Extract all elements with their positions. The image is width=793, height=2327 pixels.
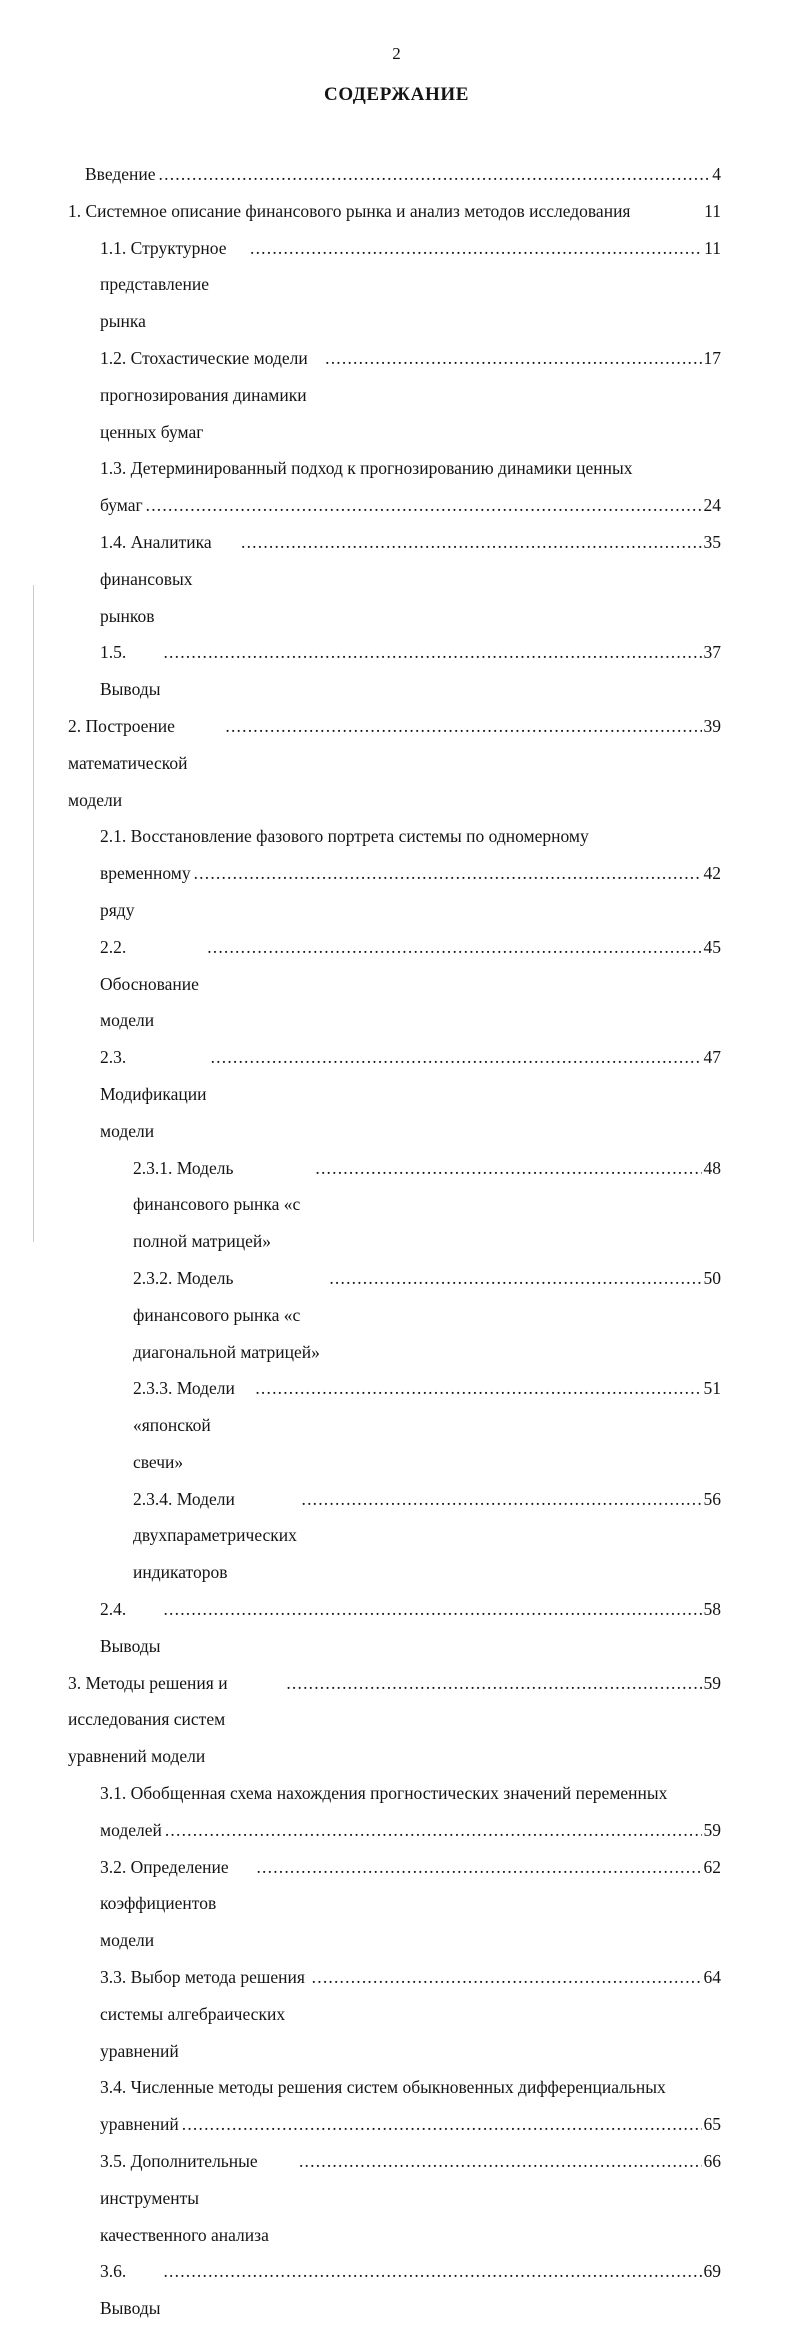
toc-entry [68,450,721,524]
toc-entry [68,1481,721,1591]
toc-page-number: 66 [703,2151,721,2172]
dot-leader [163,634,701,671]
toc-page-number: 11 [704,237,721,258]
toc-entry-text: 3.1. Обобщенная схема нахождения прогностических значений переменных [100,1783,668,1804]
toc-entry-text: 1.1. Структурное представление рынка [100,237,227,332]
toc-entry-text: моделей [100,1819,162,1840]
dot-leader [146,487,702,524]
toc-entry-text: Введение [85,164,156,184]
page-number: 2 [392,44,401,63]
dot-leader [250,230,702,267]
dot-leader [299,2143,702,2180]
toc-page-number: 58 [703,1599,721,1620]
toc-entry-text: 3.3. Выбор метода решения системы алгебраических уравнений [100,1967,305,2061]
toc-entry [68,708,721,818]
toc-entry [68,2253,721,2327]
toc-entry [68,156,721,193]
toc-entry [68,1370,721,1480]
toc-page-number: 56 [703,1488,721,1509]
toc-entry [68,1959,721,2069]
toc-page-number: 24 [703,495,721,516]
scan-edge-artifact [33,585,34,1242]
toc-page-number: 59 [703,1819,721,1840]
toc-entry-text: 2.2. Обоснование модели [100,936,199,1031]
toc-page-number: 51 [703,1378,721,1399]
toc-page-number: 11 [704,200,721,221]
dot-leader [329,1260,701,1297]
toc-entry-text: 2. Построение математической модели [68,715,188,810]
toc-entry-text: 1.5. Выводы [100,642,161,700]
toc-entry [68,1260,721,1370]
toc-page-number: 35 [703,531,721,552]
dot-leader [255,1370,701,1407]
toc-entry-text: 2.3.3. Модели «японской свечи» [133,1378,235,1472]
toc-entry-text: 3.4. Численные методы решения систем обыкновенных дифференциальных [100,2077,666,2098]
toc-page-number: 37 [703,642,721,663]
toc-entry [68,2069,721,2143]
toc-entry-text: 3.5. Дополнительные инструменты качественного анализа [100,2151,269,2245]
toc-entry-text: уравнений [100,2114,179,2135]
dot-leader [207,929,701,966]
toc-entry-text: временному ряду [100,863,191,920]
toc-entry-text: 2.1. Восстановление фазового портрета системы по одномерному [100,826,589,847]
toc-page-number: 50 [703,1267,721,1288]
toc-entry-text: 1.2. Стохастические модели прогнозирования динамики ценных бумаг [100,347,308,442]
toc-page-number: 65 [703,2114,721,2135]
toc-entry [68,524,721,634]
toc-page-number: 62 [703,1856,721,1877]
dot-leader [163,1591,701,1628]
toc-entry [68,634,721,708]
toc-entry [68,1665,721,1775]
dot-leader [241,524,701,561]
toc-entry [68,1039,721,1149]
dot-leader [194,855,702,892]
dot-leader [165,1812,702,1849]
toc-page-number: 39 [703,715,721,736]
toc-page-number: 69 [703,2261,721,2282]
toc-page-number: 59 [703,1672,721,1693]
dot-leader [211,1039,702,1076]
toc-entry-text: 1.4. Аналитика финансовых рынков [100,531,212,626]
toc-page-number: 42 [703,863,721,884]
dot-leader [325,340,701,377]
dot-leader [159,156,711,193]
page-title: СОДЕРЖАНИЕ [324,84,469,105]
toc-entry [68,193,721,230]
toc-entry-text: бумаг [100,495,143,516]
dot-leader [315,1150,701,1187]
toc-entry-text: 2.3. Модификации модели [100,1047,207,1141]
toc-entry [68,2143,721,2253]
toc-page-number: 47 [703,1047,721,1068]
dot-leader [225,708,701,745]
toc-entry [68,340,721,450]
toc-entry [68,929,721,1039]
dot-leader [163,2253,701,2290]
toc-entry-text: 3. Методы решения и исследования систем уравнений модели [68,1672,228,1767]
toc-entry-text: 1. Системное описание финансового рынка и анализ методов исследования [68,200,631,221]
toc-page-number: 45 [703,936,721,957]
dot-leader [182,2106,702,2143]
toc-entry-text: 2.4. Выводы [100,1599,161,1656]
dot-leader [286,1665,701,1702]
toc-entry [68,1775,721,1849]
dot-leader [312,1959,702,1996]
toc-entry-text: 3.2. Определение коэффициентов модели [100,1856,229,1951]
toc-entry-text: 2.3.2. Модель финансового рынка «с диагональной матрицей» [133,1267,320,1362]
toc-entry-text: 1.3. Детерминированный подход к прогнозированию динамики ценных [100,458,633,479]
toc-page-number: 4 [712,164,721,184]
toc-entry [68,1150,721,1260]
dot-leader [256,1849,701,1886]
toc-page-number: 48 [703,1157,721,1178]
toc-page-number: 17 [703,347,721,368]
toc-entry-text: 2.3.4. Модели двухпараметрических индикаторов [133,1488,297,1583]
toc-entry-text: 2.3.1. Модель финансового рынка «с полной матрицей» [133,1157,301,1252]
toc-entry [68,1849,721,1959]
toc-page-number: 64 [703,1967,721,1988]
toc-entry [68,230,721,340]
dot-leader [302,1481,702,1518]
toc-entry [68,1591,721,1665]
toc-entry [68,818,721,928]
toc-entry-text: 3.6. Выводы [100,2261,161,2319]
